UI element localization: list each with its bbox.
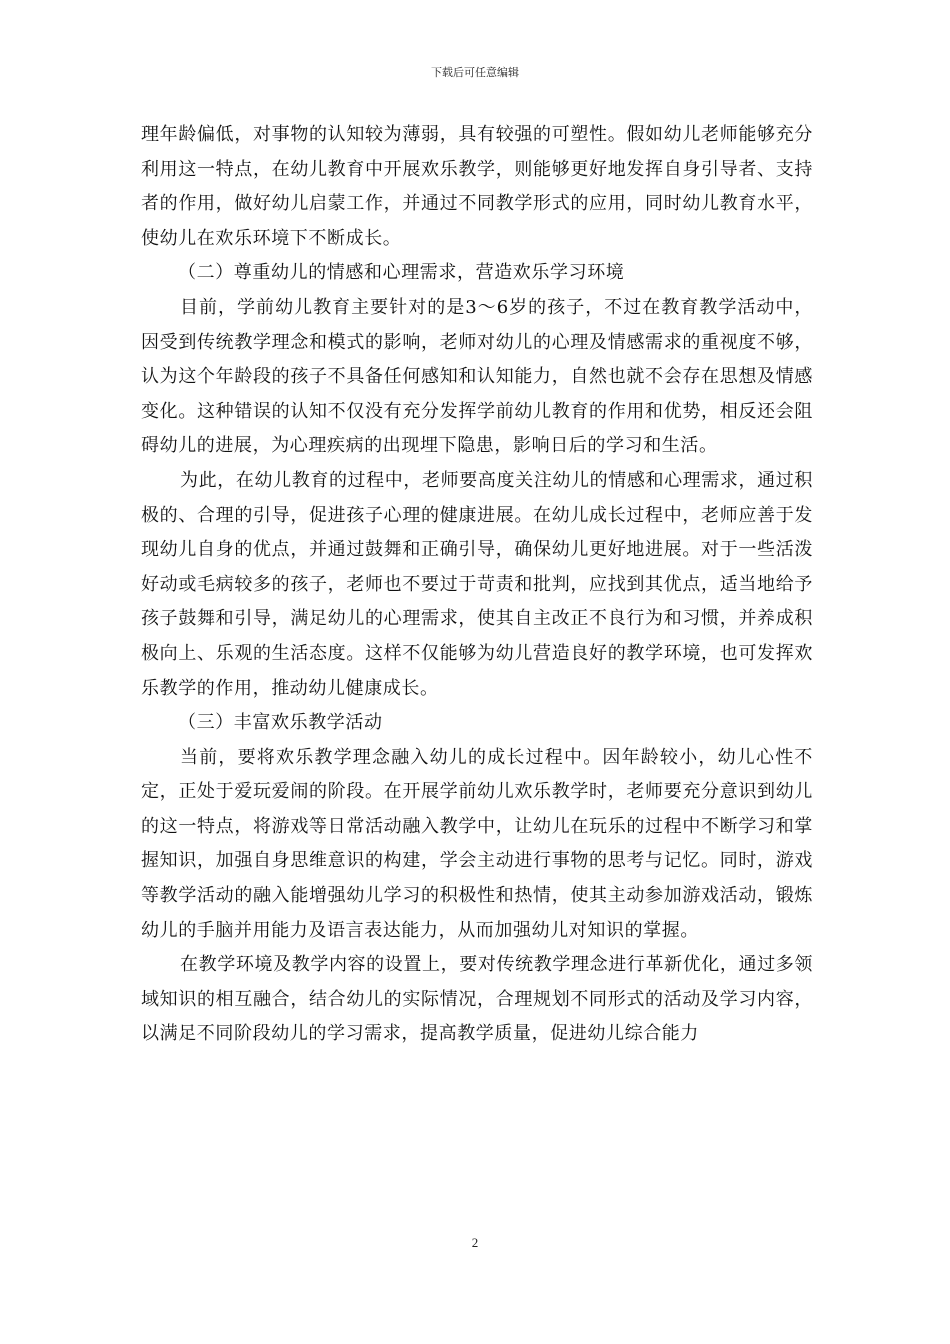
- section-heading-2: （二）尊重幼儿的情感和心理需求，营造欢乐学习环境: [178, 262, 625, 284]
- page-header: 下载后可任意编辑: [431, 66, 519, 79]
- page-number: 2: [471, 1235, 479, 1250]
- section-heading-3: （三）丰富欢乐教学活动: [178, 712, 383, 734]
- paragraph: 在教学环境及教学内容的设置上，要对传统教学理念进行革新优化，通过多领域知识的相互融合，结合幼儿的实际情况，合理规划不同形式的活动及学习内容，以满足不同阶段幼儿的学习需求，提高教学质量，促进幼儿综合能力: [141, 954, 813, 1045]
- document-body: [141, 118, 813, 1052]
- paragraph: 为此，在幼儿教育的过程中，老师要高度关注幼儿的情感和心理需求，通过积极的、合理的引导，促进孩子心理的健康进展。在幼儿成长过程中，老师应善于发现幼儿自身的优点，并通过鼓舞和正确引导，确保幼儿更好地进展。对于一些活泼好动或毛病较多的孩子，老师也不要过于苛责和批判，应找到其优点，适当地给予孩子鼓舞和引导，满足幼儿的心理需求，使其自主改正不良行为和习惯，并养成积极向上、乐观的生活态度。这样不仅能够为幼儿营造良好的教学环境，也可发挥欢乐教学的作用，推动幼儿健康成长。: [141, 469, 813, 699]
- paragraph-continuation: 理年龄偏低，对事物的认知较为薄弱，具有较强的可塑性。假如幼儿老师能够充分利用这一特点，在幼儿教育中开展欢乐教学，则能够更好地发挥自身引导者、支持者的作用，做好幼儿启蒙工作，并通过不同教学形式的应用，同时幼儿教育水平，使幼儿在欢乐环境下不断成长。: [141, 124, 813, 249]
- paragraph: 当前，要将欢乐教学理念融入幼儿的成长过程中。因年龄较小，幼儿心性不定，正处于爱玩爱闹的阶段。在开展学前幼儿欢乐教学时，老师要充分意识到幼儿的这一特点，将游戏等日常活动融入教学中，让幼儿在玩乐的过程中不断学习和掌握知识，加强自身思维意识的构建，学会主动进行事物的思考与记忆。同时，游戏等教学活动的融入能增强幼儿学习的积极性和热情，使其主动参加游戏活动，锻炼幼儿的手脑并用能力及语言表达能力，从而加强幼儿对知识的掌握。: [141, 746, 813, 941]
- paragraph: 目前，学前幼儿教育主要针对的是3～6岁的孩子，不过在教育教学活动中，因受到传统教学理念和模式的影响，老师对幼儿的心理及情感需求的重视度不够，认为这个年龄段的孩子不具备任何感知和认知能力，自然也就不会存在思想及情感变化。这种错误的认知不仅没有充分发挥学前幼儿教育的作用和优势，相反还会阻碍幼儿的进展，为心理疾病的出现埋下隐患，影响日后的学习和生活。: [141, 296, 813, 457]
